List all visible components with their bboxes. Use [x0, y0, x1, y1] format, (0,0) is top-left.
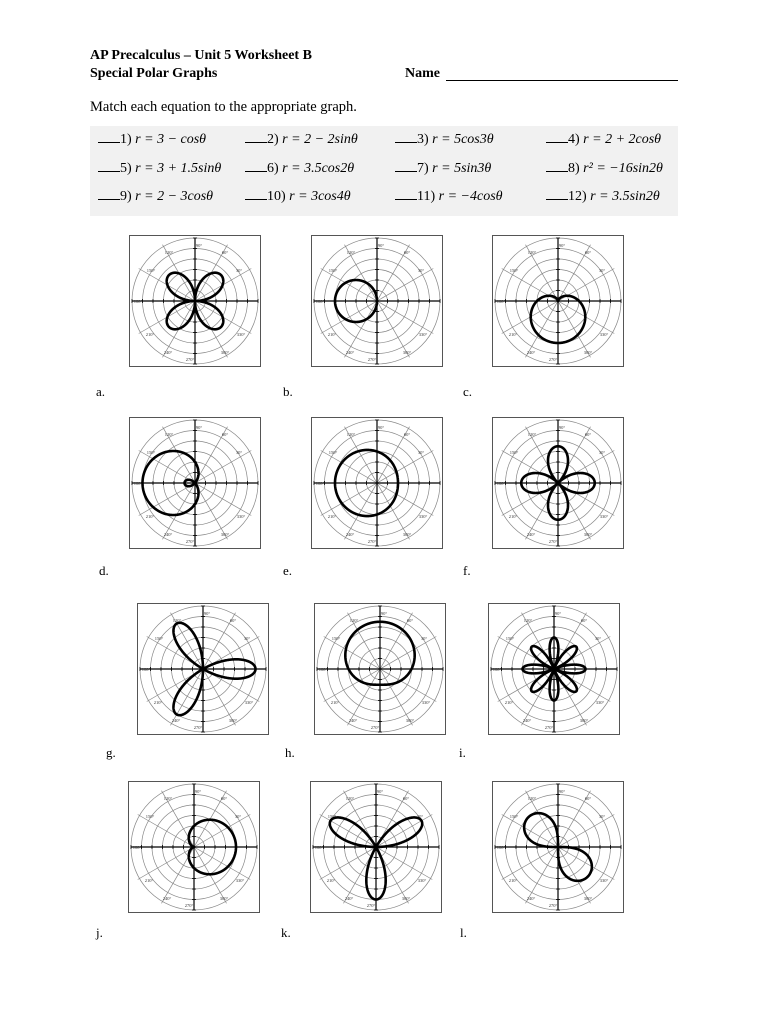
- polar-graph-c: [492, 235, 624, 367]
- angle-label: 120°: [164, 250, 174, 255]
- angle-label: 30°: [417, 268, 425, 273]
- angle-label: 180°: [314, 845, 324, 850]
- equation-item: 6) r = 3.5cos2θ: [245, 161, 354, 177]
- angle-label: 300°: [402, 532, 412, 537]
- angle-label: 180°: [132, 845, 142, 850]
- answer-blank[interactable]: [98, 171, 120, 172]
- angle-label: 330°: [236, 514, 246, 519]
- angle-label: 270°: [185, 539, 195, 544]
- angle-label: 240°: [162, 896, 172, 901]
- polar-graph-l: [492, 781, 624, 913]
- angle-label: 210°: [330, 700, 340, 705]
- polar-graph-f: [492, 417, 624, 549]
- angle-label: 60°: [580, 618, 588, 623]
- angle-label: 120°: [523, 618, 533, 623]
- angle-label: 90°: [203, 611, 211, 616]
- angle-label: 90°: [377, 243, 385, 248]
- graph-label-g: g.: [106, 745, 116, 760]
- angle-label: 240°: [163, 532, 173, 537]
- angle-label: 210°: [508, 514, 518, 519]
- answer-blank[interactable]: [395, 142, 417, 143]
- angle-label: 300°: [401, 896, 411, 901]
- angle-label: 120°: [527, 432, 537, 437]
- angle-label: 210°: [327, 332, 337, 337]
- polar-graph-e: [311, 417, 443, 549]
- equation-item: 12) r = 3.5sin2θ: [546, 189, 660, 205]
- polar-graph-a: [129, 235, 261, 367]
- equation-item: 7) r = 5sin3θ: [395, 161, 491, 177]
- angle-label: 300°: [220, 350, 230, 355]
- graph-label-i: i.: [459, 745, 466, 760]
- angle-label: 60°: [403, 432, 411, 437]
- angle-label: 150°: [509, 268, 519, 273]
- angle-label: 210°: [508, 878, 518, 883]
- angle-label: 270°: [366, 903, 376, 908]
- angle-label: 90°: [558, 243, 566, 248]
- angle-label: 240°: [526, 350, 536, 355]
- angle-label: 180°: [141, 667, 151, 672]
- angle-label: 300°: [405, 718, 415, 723]
- angle-label: 150°: [146, 268, 156, 273]
- angle-label: 210°: [327, 514, 337, 519]
- angle-label: 60°: [220, 796, 228, 801]
- angle-label: 30°: [598, 814, 606, 819]
- angle-label: 30°: [598, 268, 606, 273]
- angle-label: 90°: [195, 425, 203, 430]
- polar-graph-d: [129, 417, 261, 549]
- graph-label-h: h.: [285, 745, 295, 760]
- graph-label-l: l.: [460, 925, 467, 940]
- angle-label: 120°: [172, 618, 182, 623]
- angle-label: 210°: [504, 700, 514, 705]
- angle-label: 120°: [349, 618, 359, 623]
- angle-label: 210°: [144, 878, 154, 883]
- angle-label: 150°: [505, 636, 515, 641]
- angle-label: 150°: [154, 636, 164, 641]
- angle-label: 270°: [184, 903, 194, 908]
- angle-label: 270°: [185, 357, 195, 362]
- answer-blank[interactable]: [245, 199, 267, 200]
- angle-label: 240°: [345, 532, 355, 537]
- angle-label: 240°: [522, 718, 532, 723]
- angle-label: 240°: [163, 350, 173, 355]
- angle-label: 270°: [548, 357, 558, 362]
- angle-label: 270°: [367, 357, 377, 362]
- angle-label: 330°: [599, 878, 609, 883]
- angle-label: 150°: [328, 268, 338, 273]
- angle-label: 150°: [331, 636, 341, 641]
- angle-label: 60°: [584, 250, 592, 255]
- angle-label: 270°: [548, 903, 558, 908]
- equation-item: 4) r = 2 + 2cosθ: [546, 132, 661, 148]
- angle-label: 300°: [219, 896, 229, 901]
- equation-item: 3) r = 5cos3θ: [395, 132, 494, 148]
- angle-label: 330°: [599, 514, 609, 519]
- angle-label: 240°: [171, 718, 181, 723]
- equation-item: 8) r² = −16sin2θ: [546, 161, 663, 177]
- angle-label: 120°: [164, 432, 174, 437]
- angle-label: 150°: [146, 450, 156, 455]
- angle-label: 60°: [584, 432, 592, 437]
- name-line[interactable]: [446, 80, 678, 81]
- angle-label: 90°: [195, 243, 203, 248]
- angle-label: 180°: [496, 481, 506, 486]
- angle-label: 180°: [133, 299, 143, 304]
- angle-label: 300°: [583, 532, 593, 537]
- angle-label: 330°: [244, 700, 254, 705]
- graph-label-f: f.: [463, 563, 471, 578]
- angle-label: 270°: [370, 725, 380, 730]
- angle-label: 60°: [403, 250, 411, 255]
- angle-label: 60°: [221, 432, 229, 437]
- angle-label: 180°: [315, 481, 325, 486]
- angle-label: 90°: [554, 611, 562, 616]
- angle-label: 300°: [402, 350, 412, 355]
- angle-label: 30°: [594, 636, 602, 641]
- angle-label: 120°: [163, 796, 173, 801]
- angle-label: 90°: [558, 789, 566, 794]
- angle-label: 90°: [194, 789, 202, 794]
- angle-label: 30°: [416, 814, 424, 819]
- angle-label: 30°: [420, 636, 428, 641]
- angle-label: 330°: [599, 332, 609, 337]
- polar-graph-g: [137, 603, 269, 735]
- angle-label: 60°: [229, 618, 237, 623]
- angle-label: 300°: [228, 718, 238, 723]
- angle-label: 330°: [418, 514, 428, 519]
- graph-label-a: a.: [96, 384, 106, 399]
- polar-graph-k: [310, 781, 442, 913]
- worksheet-subtitle: Special Polar Graphs: [90, 66, 218, 81]
- angle-label: 210°: [145, 332, 155, 337]
- graph-label-e: e.: [283, 563, 293, 578]
- angle-label: 330°: [421, 700, 431, 705]
- angle-label: 150°: [509, 450, 519, 455]
- angle-label: 270°: [367, 539, 377, 544]
- equation-item: 5) r = 3 + 1.5sinθ: [98, 161, 221, 177]
- graph-label-b: b.: [283, 384, 293, 399]
- angle-label: 60°: [584, 796, 592, 801]
- angle-label: 240°: [526, 532, 536, 537]
- equation-list: [90, 126, 678, 216]
- angle-label: 270°: [544, 725, 554, 730]
- answer-blank[interactable]: [546, 199, 568, 200]
- angle-label: 210°: [508, 332, 518, 337]
- equation-item: 1) r = 3 − cosθ: [98, 132, 206, 148]
- angle-label: 180°: [492, 667, 502, 672]
- angle-label: 60°: [221, 250, 229, 255]
- graph-label-d: d.: [99, 563, 109, 578]
- angle-label: 30°: [243, 636, 251, 641]
- angle-label: 240°: [344, 896, 354, 901]
- equation-item: 2) r = 2 − 2sinθ: [245, 132, 358, 148]
- angle-label: 300°: [220, 532, 230, 537]
- angle-label: 210°: [145, 514, 155, 519]
- angle-label: 60°: [402, 796, 410, 801]
- angle-label: 300°: [583, 896, 593, 901]
- angle-label: 30°: [235, 450, 243, 455]
- equation-item: 10) r = 3cos4θ: [245, 189, 351, 205]
- angle-label: 270°: [193, 725, 203, 730]
- answer-blank[interactable]: [98, 199, 120, 200]
- angle-label: 330°: [236, 332, 246, 337]
- polar-graph-j: [128, 781, 260, 913]
- answer-blank[interactable]: [98, 142, 120, 143]
- angle-label: 150°: [328, 450, 338, 455]
- angle-label: 180°: [318, 667, 328, 672]
- angle-label: 120°: [527, 250, 537, 255]
- answer-blank[interactable]: [395, 199, 417, 200]
- angle-label: 270°: [548, 539, 558, 544]
- angle-label: 240°: [345, 350, 355, 355]
- angle-label: 300°: [583, 350, 593, 355]
- answer-blank[interactable]: [245, 171, 267, 172]
- angle-label: 150°: [509, 814, 519, 819]
- answer-blank[interactable]: [395, 171, 417, 172]
- worksheet-title: AP Precalculus – Unit 5 Worksheet B: [90, 48, 312, 63]
- angle-label: 210°: [153, 700, 163, 705]
- polar-graph-b: [311, 235, 443, 367]
- polar-graph-h: [314, 603, 446, 735]
- angle-label: 90°: [376, 789, 384, 794]
- angle-label: 60°: [406, 618, 414, 623]
- angle-label: 90°: [377, 425, 385, 430]
- angle-label: 120°: [346, 432, 356, 437]
- angle-label: 120°: [346, 250, 356, 255]
- angle-label: 180°: [315, 299, 325, 304]
- graph-label-c: c.: [463, 384, 473, 399]
- graph-label-j: j.: [96, 925, 103, 940]
- angle-label: 150°: [327, 814, 337, 819]
- angle-label: 120°: [345, 796, 355, 801]
- answer-blank[interactable]: [245, 142, 267, 143]
- equation-item: 11) r = −4cosθ: [395, 189, 503, 205]
- name-label: Name: [405, 66, 440, 81]
- angle-label: 150°: [145, 814, 155, 819]
- angle-label: 330°: [595, 700, 605, 705]
- answer-blank[interactable]: [546, 142, 568, 143]
- angle-label: 330°: [235, 878, 245, 883]
- angle-label: 210°: [326, 878, 336, 883]
- angle-label: 180°: [496, 845, 506, 850]
- angle-label: 90°: [380, 611, 388, 616]
- instructions: Match each equation to the appropriate graph.: [90, 99, 357, 115]
- angle-label: 30°: [598, 450, 606, 455]
- angle-label: 180°: [133, 481, 143, 486]
- graph-label-k: k.: [281, 925, 291, 940]
- angle-label: 240°: [526, 896, 536, 901]
- angle-label: 30°: [234, 814, 242, 819]
- angle-label: 30°: [417, 450, 425, 455]
- answer-blank[interactable]: [546, 171, 568, 172]
- polar-graph-i: [488, 603, 620, 735]
- angle-label: 330°: [418, 332, 428, 337]
- angle-label: 240°: [348, 718, 358, 723]
- angle-label: 180°: [496, 299, 506, 304]
- angle-label: 30°: [235, 268, 243, 273]
- equation-item: 9) r = 2 − 3cosθ: [98, 189, 213, 205]
- angle-label: 120°: [527, 796, 537, 801]
- angle-label: 300°: [579, 718, 589, 723]
- angle-label: 330°: [417, 878, 427, 883]
- angle-label: 90°: [558, 425, 566, 430]
